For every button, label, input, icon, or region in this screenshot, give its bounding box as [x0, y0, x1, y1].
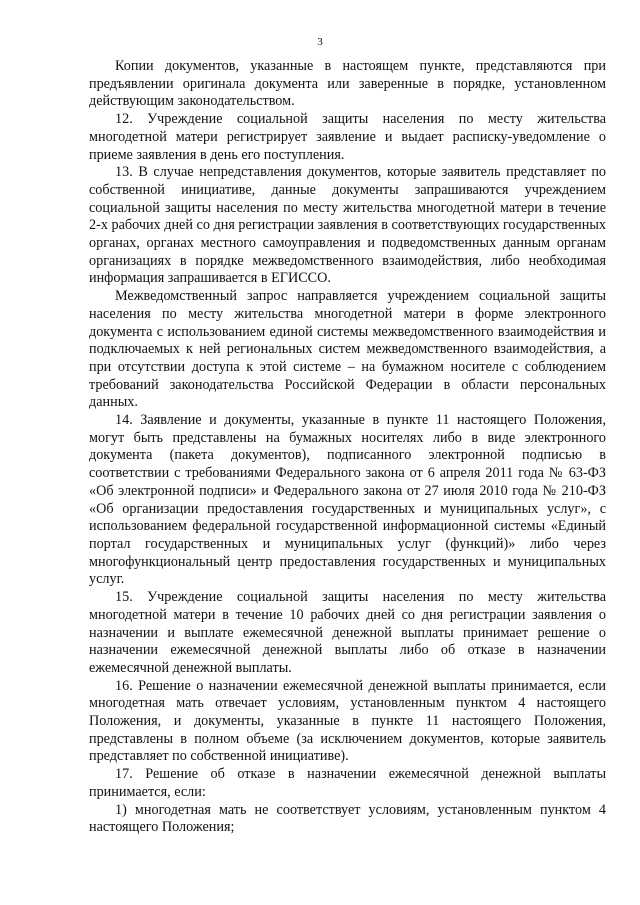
- paragraph-17: 17. Решение об отказе в назначении ежемесячной денежной выплаты принимается, если:: [89, 766, 606, 800]
- paragraph-16: 16. Решение о назначении ежемесячной денежной выплаты принимается, если многодетная мать отвечает условиям, установленным пунктом 4 настоящего Положения, и документы, указанные в пункте 11 настоящего Положения, представлены в полном объеме (за исключением документов, которые заявитель представляет по собственной инициативе).: [89, 677, 606, 765]
- paragraph-13: 13. В случае непредставления документов, которые заявитель представляет по собственной инициативе, данные документы запрашиваются учреждением социальной защиты населения по месту жительства многодетной матери в течение 2-х рабочих дней со дня регистрации заявления в соответствующих государственных органах, органах местного самоуправления и подведомственных данным органам организациях в порядке межведомственного взаимодействия, либо необходимая информация запрашивается в ЕГИССО.: [89, 164, 606, 287]
- paragraph-copies-note: Копии документов, указанные в настоящем пункте, представляются при предъявлении оригинала документа или заверенные в порядке, установленном действующим законодательством.: [89, 58, 606, 110]
- paragraph-12: 12. Учреждение социальной защиты населения по месту жительства многодетной матери регистрирует заявление и выдает расписку-уведомление о приеме заявления в день его поступления.: [89, 111, 606, 163]
- paragraph-17-item-1: 1) многодетная мать не соответствует условиям, установленным пунктом 4 настоящего Положения;: [89, 801, 606, 836]
- document-body: [89, 58, 606, 837]
- paragraph-14: 14. Заявление и документы, указанные в пункте 11 настоящего Положения, могут быть представлены на бумажных носителях либо в виде электронного документа (пакета документов), подписанного электронной подписью в соответствии с требованиями Федерального закона от 6 апреля 2011 года № 63-ФЗ «Об электронной подписи» и Федерального закона от 27 июля 2010 года № 210-ФЗ «Об организации предоставления государственных и муниципальных услуг», с использованием федеральной государственной информационной системы «Единый портал государственных и муниципальных услуг (функций)» либо через многофункциональный центр предоставления государственных и муниципальных услуг.: [89, 412, 606, 588]
- page-number: 3: [317, 36, 323, 48]
- paragraph-15: 15. Учреждение социальной защиты населения по месту жительства многодетной матери в течение 10 рабочих дней со дня регистрации заявления о назначении и выплате ежемесячной денежной выплаты принимает решение о назначении ежемесячной денежной выплаты либо об отказе в назначении ежемесячной денежной выплаты.: [89, 589, 606, 676]
- paragraph-interagency-request: Межведомственный запрос направляется учреждением социальной защиты населения по месту жительства многодетной матери в форме электронного документа с использованием единой системы межведомственного взаимодействия и подключаемых к ней региональных систем межведомственного взаимодействия, а при отсутствии доступа к этой системе – на бумажном носителе с соблюдением требований законодательства Российской Федерации в области персональных данных.: [89, 288, 606, 411]
